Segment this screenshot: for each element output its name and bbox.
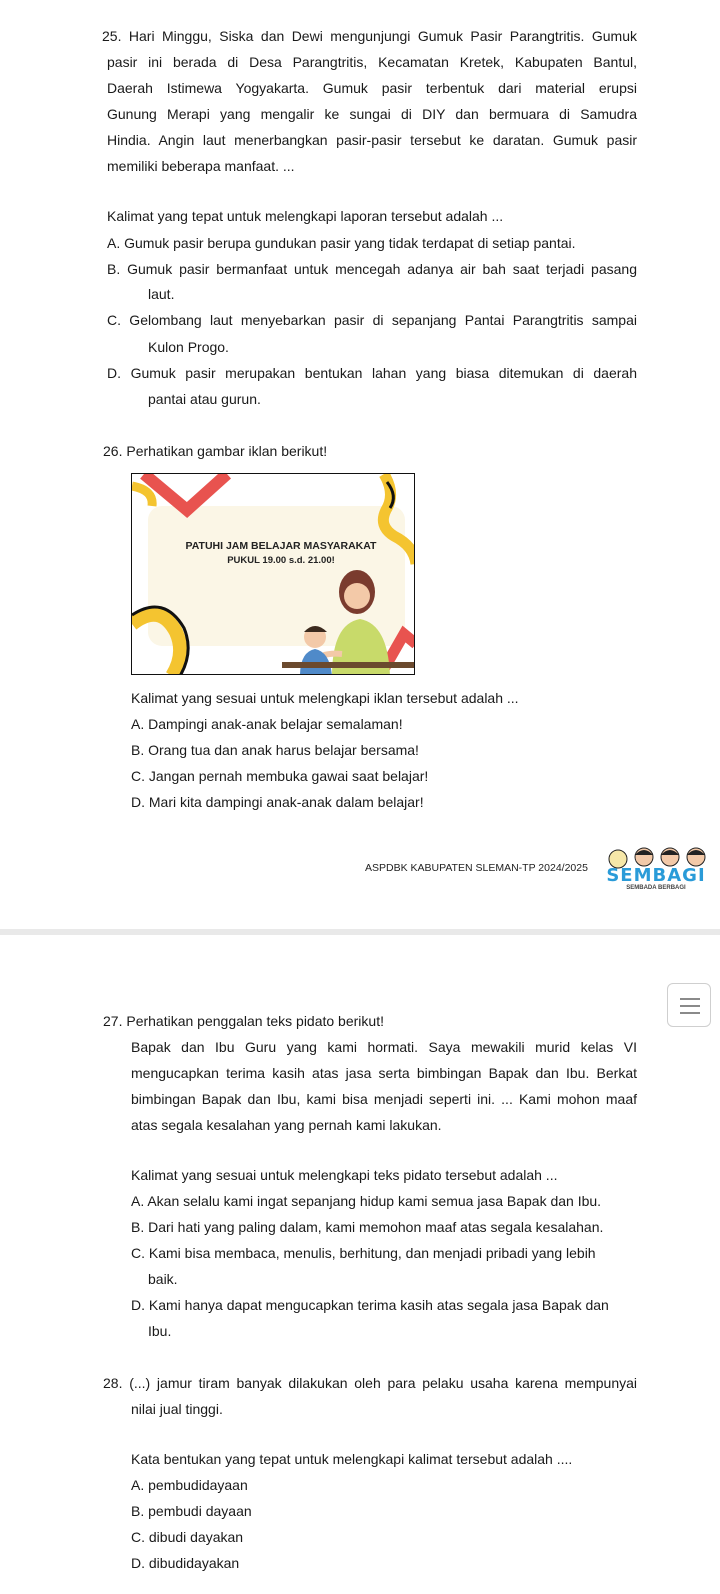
q27-option-a: A. Akan selalu kami ingat sepanjang hidup kami semua jasa Bapak dan Ibu.	[131, 1193, 602, 1209]
q25-line-6: memiliki beberapa manfaat. ...	[107, 158, 295, 174]
menu-icon-bar	[680, 1005, 700, 1007]
q25-option-a: A. Gumuk pasir berupa gundukan pasir yang tidak terdapat di setiap pantai.	[107, 235, 576, 251]
q28-option-c: C. dibudi dayakan	[131, 1529, 244, 1545]
q25-option-c: C. Gelombang laut menyebarkan pasir di sepanjang Pantai Parangtritis sampai	[107, 312, 637, 328]
q28-line-2: nilai jual tinggi.	[131, 1401, 223, 1417]
q25-option-d: D. Gumuk pasir merupakan bentukan lahan yang biasa ditemukan di daerah	[107, 365, 637, 381]
q28-line-1: 28. (...) jamur tiram banyak dilakukan oleh para pelaku usaha karena mempunyai	[103, 1375, 637, 1391]
q26-prompt: Kalimat yang sesuai untuk melengkapi iklan tersebut adalah ...	[131, 690, 519, 706]
q27-prompt: Kalimat yang sesuai untuk melengkapi teks pidato tersebut adalah ...	[131, 1167, 558, 1183]
q26-option-d: D. Mari kita dampingi anak-anak dalam belajar!	[131, 794, 424, 810]
q26-option-a: A. Dampingi anak-anak belajar semalaman!	[131, 716, 403, 732]
q27-option-b: B. Dari hati yang paling dalam, kami memohon maaf atas segala kesalahan.	[131, 1219, 604, 1235]
q26-option-c: C. Jangan pernah membuka gawai saat belajar!	[131, 768, 429, 784]
logo-text: SEMBAGI	[606, 865, 706, 886]
q27-line-4: atas segala kesalahan yang pernah kami lakukan.	[131, 1117, 442, 1133]
ad-title: PATUHI JAM BELAJAR MASYARAKAT	[185, 540, 377, 552]
menu-icon-bar	[680, 1012, 700, 1014]
page-footer-text: ASPDBK KABUPATEN SLEMAN-TP 2024/2025	[365, 862, 588, 874]
q25-line-4: Gunung Merapi yang mengalir ke sungai di DIY dan bermuara di Samudra	[107, 106, 637, 122]
q27-heading: 27. Perhatikan penggalan teks pidato berikut!	[103, 1013, 384, 1029]
q26-option-b: B. Orang tua dan anak harus belajar bersama!	[131, 742, 419, 758]
q28-prompt: Kata bentukan yang tepat untuk melengkapi kalimat tersebut adalah ....	[131, 1451, 573, 1467]
q27-line-1: Bapak dan Ibu Guru yang kami hormati. Saya mewakili murid kelas VI	[131, 1039, 637, 1055]
q25-option-b: B. Gumuk pasir bermanfaat untuk mencegah adanya air bah saat terjadi pasang	[107, 261, 637, 277]
q27-line-3: bimbingan Bapak dan Ibu, kami bisa menjadi seperti ini. ... Kami mohon maaf	[131, 1091, 637, 1107]
q25-option-d-cont: pantai atau gurun.	[148, 391, 261, 407]
q25-option-b-cont: laut.	[148, 286, 175, 302]
q27-option-d: D. Kami hanya dapat mengucapkan terima kasih atas segala jasa Bapak dan	[131, 1297, 609, 1313]
logo-subtext: SEMBADA BERBAGI	[626, 885, 686, 891]
q27-option-c-cont: baik.	[148, 1271, 178, 1287]
menu-button[interactable]	[667, 983, 711, 1027]
q25-line-3: Daerah Istimewa Yogyakarta. Gumuk pasir terbentuk dari material erupsi	[107, 80, 637, 96]
sembagi-logo	[600, 845, 710, 895]
q27-line-2: mengucapkan terima kasih atas jasa serta bimbingan Bapak dan Ibu. Berkat	[131, 1065, 637, 1081]
ad-image	[131, 473, 415, 675]
q25-line-1: 25. Hari Minggu, Siska dan Dewi mengunjungi Gumuk Pasir Parangtritis. Gumuk	[102, 28, 637, 44]
ad-subtitle: PUKUL 19.00 s.d. 21.00!	[227, 555, 335, 566]
q28-option-a: A. pembudidayaan	[131, 1477, 248, 1493]
q28-option-b: B. pembudi dayaan	[131, 1503, 252, 1519]
q26-heading: 26. Perhatikan gambar iklan berikut!	[103, 443, 328, 459]
q27-option-c: C. Kami bisa membaca, menulis, berhitung, dan menjadi pribadi yang lebih	[131, 1245, 596, 1261]
q27-option-d-cont: Ibu.	[148, 1323, 172, 1339]
q28-option-d: D. dibudidayakan	[131, 1555, 240, 1571]
menu-icon	[680, 998, 700, 1000]
ad-illustration	[132, 474, 415, 675]
q25-prompt: Kalimat yang tepat untuk melengkapi laporan tersebut adalah ...	[107, 208, 504, 224]
q25-option-c-cont: Kulon Progo.	[148, 339, 229, 355]
page-divider	[0, 929, 720, 935]
q25-line-2: pasir ini berada di Desa Parangtritis, Kecamatan Kretek, Kabupaten Bantul,	[107, 54, 637, 70]
q25-line-5: Hindia. Angin laut menerbangkan pasir-pasir tersebut ke daratan. Gumuk pasir	[107, 132, 637, 148]
